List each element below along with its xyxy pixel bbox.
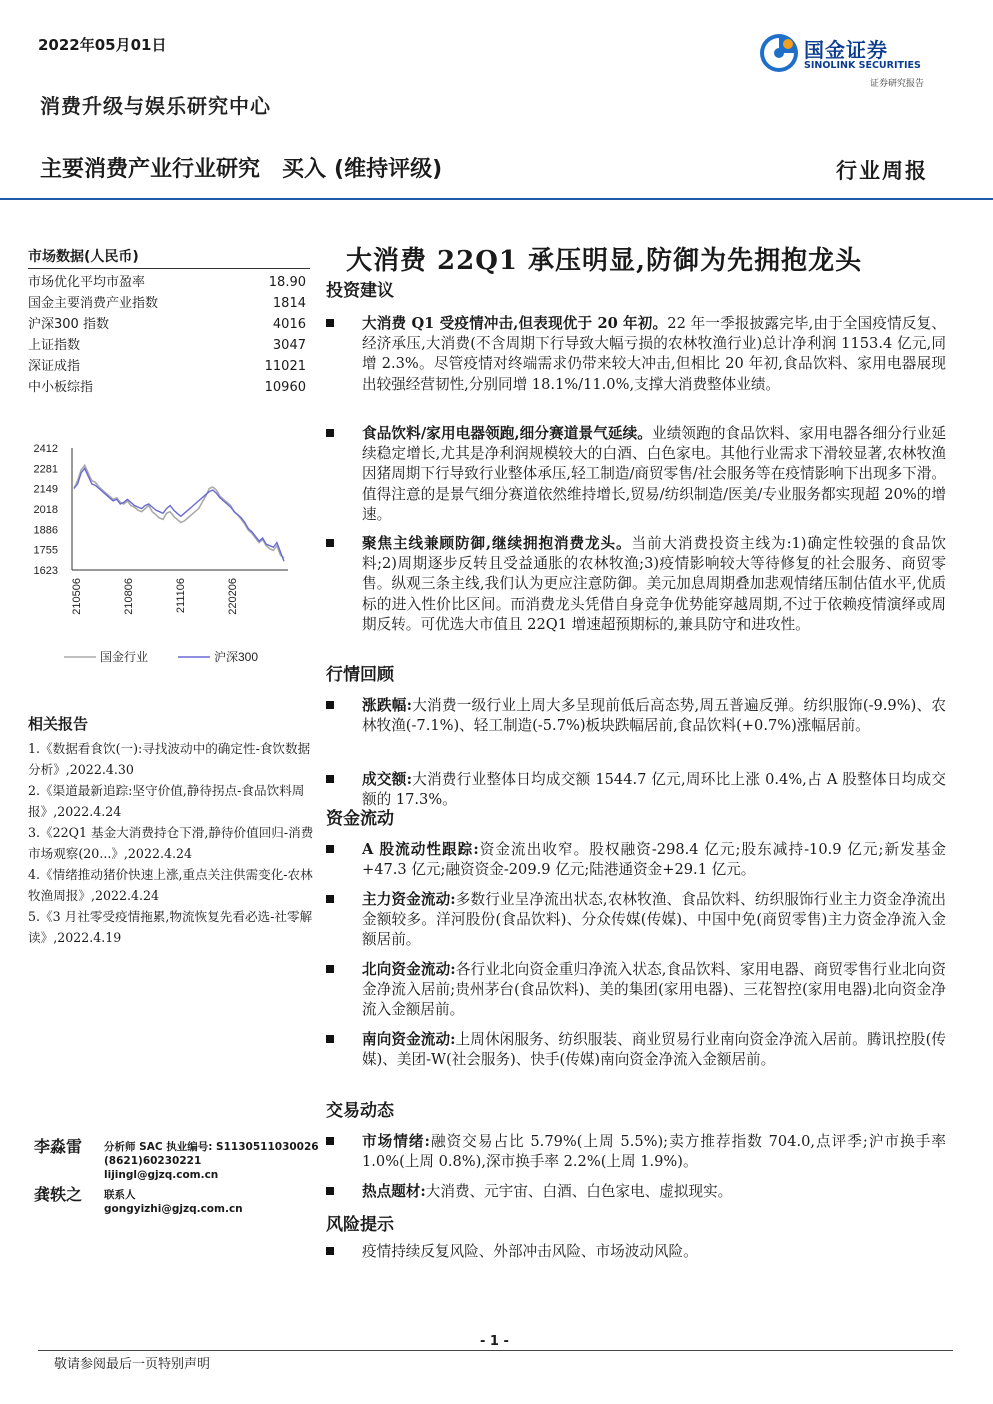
divider: [28, 268, 310, 269]
bullet-text: [362, 534, 946, 635]
bullet-body: 当前大消费投资主线为:1)确定性较强的食品饮料;2)周期逐步反转且受益通胀的农林牧渔;3)疫情影响较大等待修复的社会服务、商贸零售。纵观三条主线,我们认为更应注意防御。美元加息周期叠加悲观情绪压制估值水平,优质标的进入性价比区间。而消费龙头凭借自身竞争优势能穿越周期,不过于依赖疫情演绎或周期反转。可优选大市值且 22Q1 增速超预期标的,兼具防守和进攻性。: [362, 535, 946, 633]
bullet-lead: 主力资金流动:: [362, 891, 456, 908]
related-report-item[interactable]: 5.《3 月社零受疫情拖累,物流恢复先看必选-社零解读》,2022.4.19: [28, 909, 313, 945]
bullet-lead: 涨跌幅:: [362, 697, 412, 714]
bullet-square-icon: [326, 429, 334, 437]
logo-name-cn: 国金证券: [804, 38, 888, 62]
bullet-lead: 聚焦主线兼顾防御,继续拥抱消费龙头。: [362, 535, 632, 552]
analyst-name: 龚轶之: [34, 1185, 83, 1204]
market-data-value: 11021: [264, 359, 306, 374]
market-data-label: 国金主要消费产业指数: [28, 296, 159, 311]
analyst-info: [104, 1140, 319, 1182]
bullet-item: [326, 424, 946, 525]
bullet-square-icon: [326, 701, 334, 709]
bullet-text: [362, 960, 946, 1021]
market-data-label: 市场优化平均市盈率: [28, 275, 146, 290]
related-report-item[interactable]: 4.《情绪推动猪价快速上涨,重点关注供需变化-农林牧渔周报》,2022.4.24: [28, 867, 313, 903]
bullet-text: [362, 1242, 946, 1262]
related-reports-title: 相关报告: [28, 715, 89, 733]
analyst-info-line: gongyizhi@gjzq.com.cn: [104, 1203, 243, 1215]
section-heading: 资金流动: [326, 809, 394, 829]
analyst-name: 李淼雷: [34, 1137, 83, 1156]
bullet-lead: 热点题材:: [362, 1183, 426, 1200]
bullet-body: 22 年一季报披露完毕,由于全国疫情反复、经济承压,大消费(不含周期下行导致大幅亏损的农林牧渔行业)总计净利润 1153.4 亿元,同增 2.3%。尽管疫情对终端需求仍带来较大冲击,但相比 20 年初,食品饮料、家用电器展现出较强经营韧性,分别同增 18.1%/11.0%,支撑大消费整体业绩。: [362, 315, 946, 393]
section-heading: 风险提示: [326, 1215, 394, 1235]
bullet-body: 业绩领跑的食品饮料、家用电器各细分行业延续稳定增长,尤其是净利润规模较大的白酒、白色家电。其他行业需求下滑较显著,农林牧渔因猪周期下行导致行业整体承压,轻工制造/商贸零售/社会服务等在疫情影响下出现多下滑。值得注意的是景气细分赛道依然维持增长,贸易/纺织制造/医美/专业服务都实现超 20%的增速。: [362, 425, 946, 523]
market-data-row: [28, 314, 310, 335]
series-line-0: [74, 465, 284, 558]
analyst-info-line: 联系人: [104, 1189, 136, 1201]
bullet-body: 疫情持续反复风险、外部冲击风险、市场波动风险。: [362, 1243, 698, 1260]
legend-label: 国金行业: [100, 650, 149, 664]
research-center: 消费升级与娱乐研究中心: [40, 94, 271, 118]
industry-name: 主要消费产业行业研究: [40, 157, 261, 182]
bullet-lead: 大消费 Q1 受疫情冲击,但表现优于 20 年初。: [362, 315, 668, 332]
bullet-square-icon: [326, 1137, 334, 1145]
bullet-square-icon: [326, 1035, 334, 1043]
bullet-body: 上周休闲服务、纺织服装、商业贸易行业南向资金净流入居前。腾讯控股(传媒)、美团-W(社会服务)、快手(传媒)南向资金净流入金额居前。: [362, 1031, 946, 1069]
bullet-text: [362, 314, 946, 395]
bullet-text: [362, 840, 946, 880]
rating-note: (维持评级): [334, 157, 443, 182]
analyst-info-line: 分析师 SAC 执业编号: S1130511030026: [104, 1141, 319, 1153]
bullet-text: [362, 890, 946, 951]
logo-icon: [758, 32, 800, 74]
bullet-square-icon: [326, 775, 334, 783]
bullet-lead: A 股流动性跟踪:: [362, 841, 479, 858]
y-tick-label: 2281: [33, 463, 58, 476]
market-data-value: 3047: [272, 338, 306, 353]
bullet-body: 多数行业呈净流出状态,农林牧渔、食品饮料、纺织服饰行业主力资金净流出金额较多。洋河股份(食品饮料)、分众传媒(传媒)、中国中免(商贸零售)主力资金净流入金额居前。: [362, 891, 946, 949]
x-tick-label: 210806: [123, 578, 135, 615]
market-data-row: [28, 293, 310, 314]
bullet-lead: 市场情绪:: [362, 1133, 430, 1150]
market-data-label: 上证指数: [28, 338, 81, 353]
bullet-item: [326, 1132, 946, 1172]
related-report-item[interactable]: 3.《22Q1 基金大消费持仓下滑,静待价值回归-消费市场观察(20...》,2022.4.24: [28, 825, 314, 861]
bullet-body: 资金流出收窄。股权融资-298.4 亿元;股东减持-10.9 亿元;新发基金+47.3 亿元;融资资金-209.9 亿元;陆港通资金+29.1 亿元。: [362, 841, 947, 879]
y-tick-label: 2412: [33, 443, 58, 455]
market-data-table: [28, 246, 310, 398]
section-heading: 投资建议: [326, 281, 394, 301]
related-reports: [28, 714, 320, 948]
bullet-square-icon: [326, 319, 334, 327]
market-data-row: [28, 272, 310, 293]
market-data-value: 1814: [272, 296, 306, 311]
bullet-item: [326, 890, 946, 951]
header-divider: [0, 198, 993, 200]
bullet-item: [326, 534, 946, 635]
bullet-item: [326, 1030, 946, 1070]
bullet-square-icon: [326, 845, 334, 853]
analyst-info-line: lijingl@gjzq.com.cn: [104, 1169, 219, 1181]
footer-divider: [38, 1350, 953, 1351]
main-title: 大消费 22Q1 承压明显,防御为先拥抱龙头: [346, 246, 863, 276]
bullet-square-icon: [326, 1247, 334, 1255]
bullet-square-icon: [326, 1187, 334, 1195]
bullet-square-icon: [326, 539, 334, 547]
y-tick-label: 2149: [33, 483, 58, 496]
bullet-text: [362, 770, 946, 810]
report-date: 2022年05月01日: [38, 36, 167, 54]
market-data-row: [28, 335, 310, 356]
logo-name-en: SINOLINK SECURITIES: [804, 60, 921, 71]
bullet-item: [326, 1242, 946, 1262]
bullet-item: [326, 770, 946, 810]
market-data-value: 4016: [272, 317, 306, 332]
analyst-info: [104, 1188, 243, 1216]
bullet-square-icon: [326, 965, 334, 973]
bullet-text: [362, 1182, 946, 1202]
bullet-item: [326, 696, 946, 736]
logo-subtitle: 证券研究报告: [870, 79, 925, 89]
bullet-item: [326, 960, 946, 1021]
analyst-info-line: (8621)60230221: [104, 1155, 202, 1167]
bullet-body: 大消费一级行业上周大多呈现前低后高态势,周五普遍反弹。纺织服饰(-9.9%)、农林牧渔(-7.1%)、轻工制造(-5.7%)板块跌幅居前,食品饮料(+0.7%)涨幅居前。: [362, 697, 946, 735]
section-heading: 交易动态: [326, 1101, 394, 1121]
y-tick-label: 2018: [33, 504, 58, 516]
market-data-row: [28, 377, 310, 398]
report-header: [40, 152, 464, 183]
related-report-item[interactable]: 2.《渠道最新追踪:坚守价值,静待拐点-食品饮料周报》,2022.4.24: [28, 783, 305, 819]
bullet-item: [326, 1182, 946, 1202]
y-tick-label: 1886: [33, 524, 58, 537]
section-heading: 行情回顾: [326, 665, 394, 685]
x-tick-label: 211106: [175, 578, 187, 614]
bullet-square-icon: [326, 895, 334, 903]
bullet-lead: 成交额:: [362, 771, 412, 788]
market-data-title: 市场数据(人民币): [28, 249, 139, 265]
market-data-label: 沪深300 指数: [28, 317, 109, 332]
bullet-body: 融资交易占比 5.79%(上周 5.5%);卖方推荐指数 704.0,点评季;沪市换手率 1.0%(上周 0.8%),深市换手率 2.2%(上周 1.9%)。: [362, 1133, 946, 1171]
bullet-text: [362, 1132, 946, 1172]
legend-label: 沪深300: [214, 650, 259, 664]
bullet-text: [362, 1030, 946, 1070]
market-data-label: 深证成指: [28, 359, 81, 374]
page-number: - 1 -: [480, 1334, 509, 1349]
bullet-text: [362, 696, 946, 736]
bullet-lead: 食品饮料/家用电器领跑,细分赛道景气延续。: [362, 425, 653, 442]
bullet-item: [326, 840, 946, 880]
main-content: [326, 240, 946, 1280]
y-tick-label: 1755: [33, 544, 58, 557]
disclaimer-note: 敬请参阅最后一页特别声明: [54, 1357, 211, 1372]
bullet-body: 各行业北向资金重归净流入状态,食品饮料、家用电器、商贸零售行业北向资金净流入居前;贵州茅台(食品饮料)、美的集团(家用电器)、三花智控(家用电器)北向资金净流入金额居前。: [362, 961, 946, 1019]
company-logo: [758, 30, 948, 94]
related-report-item[interactable]: 1.《数据看食饮(一):寻找波动中的确定性-食饮数据分析》,2022.4.30: [28, 741, 311, 777]
bullet-body: 大消费行业整体日均成交额 1544.7 亿元,周环比上涨 0.4%,占 A 股整体日均成交额的 17.3%。: [362, 771, 946, 809]
market-data-value: 10960: [264, 380, 306, 395]
index-line-chart: [26, 438, 316, 678]
bullet-item: [326, 314, 946, 395]
bullet-lead: 北向资金流动:: [362, 961, 456, 978]
x-tick-label: 210506: [71, 578, 83, 615]
y-tick-label: 1623: [33, 565, 58, 577]
market-data-label: 中小板综指: [28, 380, 94, 395]
bullet-body: 大消费、元宇宙、白酒、白色家电、虚拟现实。: [425, 1183, 733, 1200]
bullet-lead: 南向资金流动:: [362, 1031, 456, 1048]
bullet-text: [362, 424, 946, 525]
series-line-1: [74, 468, 284, 561]
market-data-value: 18.90: [268, 275, 306, 290]
report-type: 行业周报: [836, 158, 928, 183]
x-tick-label: 220206: [227, 578, 239, 615]
rating: 买入: [282, 157, 327, 182]
market-data-row: [28, 356, 310, 377]
